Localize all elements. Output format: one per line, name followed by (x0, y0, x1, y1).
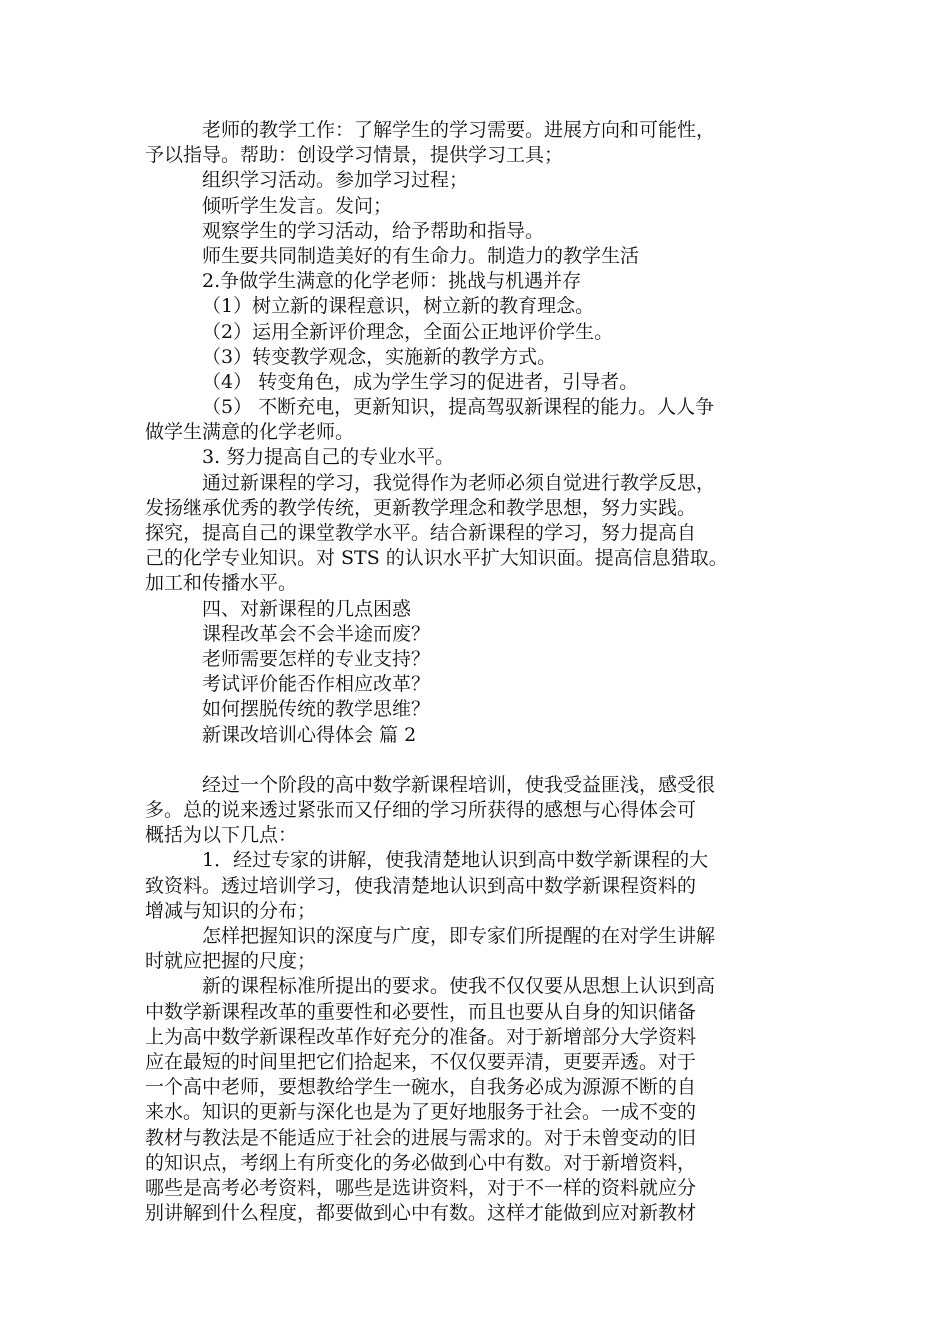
text-line: （2）运用全新评价理念，全面公正地评价学生。 (202, 320, 614, 343)
text-line: 新的课程标准所提出的要求。使我不仅仅要从思想上认识到高 (202, 975, 716, 998)
text-line: 的知识点，考纲上有所变化的务必做到心中有数。对于新增资料， (145, 1151, 697, 1174)
text-line: 上为高中数学新课程改革作好充分的准备。对于新增部分大学资料 (145, 1025, 697, 1048)
text-line: 一个高中老师，要想教给学生一碗水，自我务必成为源源不断的自 (145, 1076, 697, 1099)
text-line: 应在最短的时间里把它们拾起来，不仅仅要弄清，更要弄透。对于 (145, 1050, 697, 1073)
text-line: 予以指导。帮助：创设学习情景，提供学习工具； (145, 144, 564, 167)
blank-line (145, 748, 830, 773)
text-line: 组织学习活动。参加学习过程； (202, 169, 469, 192)
text-line: （1）树立新的课程意识，树立新的教育理念。 (202, 295, 595, 318)
text-line: 来水。知识的更新与深化也是为了更好地服务于社会。一成不变的 (145, 1101, 697, 1124)
text-line: 时就应把握的尺度； (145, 950, 317, 973)
text-line: 中数学新课程改革的重要性和必要性，而且也要从自身的知识储备 (145, 1000, 697, 1023)
text-line: 怎样把握知识的深度与广度，即专家们所提醒的在对学生讲解 (202, 925, 716, 947)
text-line: 教材与教法是不能适应于社会的进展与需求的。对于未曾变动的旧 (145, 1126, 697, 1149)
document-page (145, 118, 830, 1226)
text-line: 观察学生的学习活动，给予帮助和指导。 (202, 219, 545, 242)
text-line: 老师的教学工作：了解学生的学习需要。进展方向和可能性， (202, 119, 716, 141)
text-line: 通过新课程的学习，我觉得作为老师必须自觉进行教学反思， (202, 471, 716, 494)
text-line: 考试评价能否作相应改革？ (202, 673, 431, 696)
text-line: 概括为以下几点： (145, 824, 298, 847)
text-line: 哪些是高考必考资料，哪些是选讲资料，对于不一样的资料就应分 (145, 1176, 697, 1199)
text-line: 经过一个阶段的高中数学新课程培训，使我受益匪浅，感受很 (202, 773, 716, 796)
text-line: 发扬继承优秀的教学传统，更新教学理念和教学思想，努力实践。 (145, 496, 697, 519)
text-line: （3）转变教学观念，实施新的教学方式。 (202, 345, 557, 368)
text-line: 探究，提高自己的课堂教学水平。结合新课程的学习，努力提高自 (145, 522, 697, 544)
text-line: （4） 转变角色，成为学生学习的促进者，引导者。 (202, 370, 639, 393)
text-line: 增减与知识的分布； (145, 899, 317, 922)
text-line: 己的化学专业知识。对 STS 的认识水平扩大知识面。提高信息猎取。 (145, 547, 728, 570)
text-line: （5） 不断充电，更新知识，提高驾驭新课程的能力。人人争 (202, 396, 715, 419)
text-line: 倾听学生发言。发问； (202, 194, 393, 217)
text-line: 加工和传播水平。 (145, 572, 298, 595)
text-line: 3. 努力提高自己的专业水平。 (202, 446, 455, 469)
text-line: 新课改培训心得体会 篇 2 (202, 723, 417, 746)
text-line: 四、对新课程的几点困惑 (202, 597, 412, 620)
text-line: 做学生满意的化学老师。 (145, 421, 355, 444)
text-line: 如何摆脱传统的教学思维？ (202, 698, 431, 721)
text-line: 别讲解到什么程度，都要做到心中有数。这样才能做到应对新教材 (145, 1202, 697, 1225)
text-line: 多。总的说来透过紧张而又仔细的学习所获得的感想与心得体会可 (145, 799, 697, 822)
text-line: 致资料。透过培训学习，使我清楚地认识到高中数学新课程资料的 (145, 874, 697, 897)
text-line: 2.争做学生满意的化学老师：挑战与机遇并存 (202, 270, 582, 293)
text-line: 课程改革会不会半途而废？ (202, 622, 431, 645)
text-line: 1．经过专家的讲解，使我清楚地认识到高中数学新课程的大 (202, 849, 709, 872)
text-line: 师生要共同制造美好的有生命力。制造力的教学生活 (202, 244, 640, 267)
text-line: 老师需要怎样的专业支持？ (202, 647, 431, 670)
